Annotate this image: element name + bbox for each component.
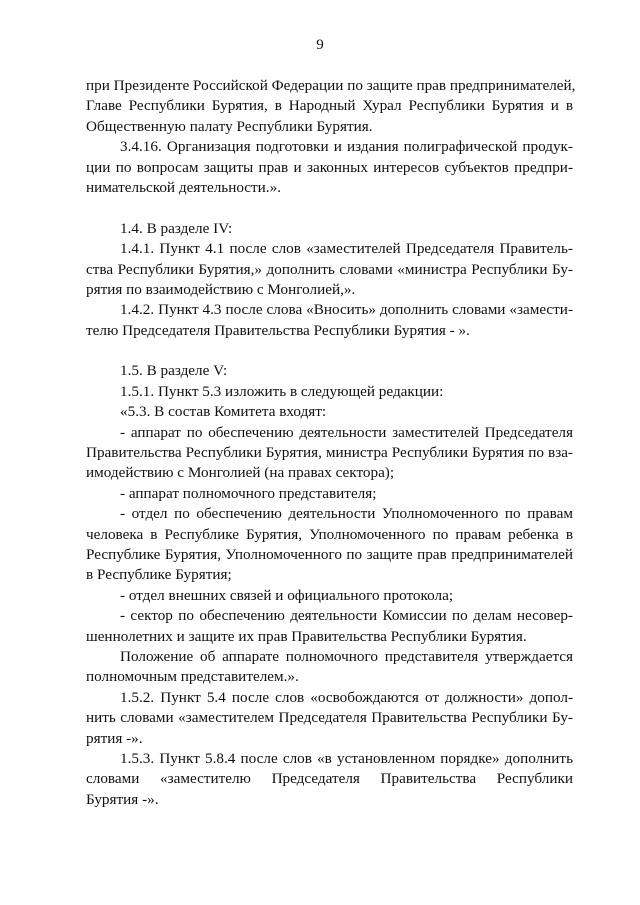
text-line: 3.4.16. Организация подготовки и издания полиграфической продук- <box>120 138 573 156</box>
text-line: человека в Республике Бурятия, Уполномоченного по правам ребенка в <box>86 525 573 543</box>
text-line: Положение об аппарате полномочного представителя утверждается <box>120 647 573 665</box>
text-line: нить словами «заместителем Председателя Правительства Республики Бу- <box>86 709 573 727</box>
document-body <box>86 76 576 810</box>
text-line: нимательской деятельности.». <box>86 178 281 196</box>
text-line: - сектор по обеспечению деятельности Комиссии по делам несовер- <box>120 607 573 625</box>
text-line: в Республике Бурятия; <box>86 566 232 584</box>
text-line: Общественную палату Республики Бурятия. <box>86 117 373 135</box>
text-line: словами «заместителю Председателя Правительства Республики <box>86 770 573 788</box>
text-line: - отдел по обеспечению деятельности Уполномоченного по правам <box>120 505 573 523</box>
text-line: Главе Республики Бурятия, в Народный Хурал Республики Бурятия и в <box>86 97 573 115</box>
text-line: - отдел внешних связей и официального протокола; <box>120 586 454 604</box>
text-line: при Президенте Российской Федерации по защите прав предпринимателей, <box>86 77 576 94</box>
page-number: 9 <box>316 37 324 53</box>
text-line: 1.4.1. Пункт 4.1 после слов «заместителей Председателя Правитель- <box>120 240 573 258</box>
text-line: 1.4.2. Пункт 4.3 после слова «Вносить» дополнить словами «замести- <box>120 301 573 319</box>
text-line: 1.5.1. Пункт 5.3 изложить в следующей редакции: <box>120 382 444 400</box>
paragraph-gap <box>86 341 573 361</box>
text-line: полномочным представителем.». <box>86 668 299 686</box>
text-line: шеннолетних и защите их прав Правительства Республики Бурятия. <box>86 627 527 645</box>
text-line: Правительства Республики Бурятия, министра Республики Бурятия по вза- <box>86 444 573 462</box>
text-line: Бурятия -». <box>86 790 159 808</box>
text-line: - аппарат по обеспечению деятельности заместителей Председателя <box>120 423 573 441</box>
text-line: «5.3. В состав Комитета входят: <box>120 403 327 421</box>
text-line: ции по вопросам защиты прав и законных интересов субъектов предпри- <box>86 158 573 176</box>
text-line: 1.5.3. Пункт 5.8.4 после слов «в установленном порядке» дополнить <box>120 749 573 767</box>
text-line: Республике Бурятия, Уполномоченного по защите прав предпринимателей <box>86 545 573 563</box>
text-line: имодействию с Монголией (на правах сектора); <box>86 464 395 482</box>
section-heading: 1.4. В разделе IV: <box>120 219 233 237</box>
text-line: рятия по взаимодействию с Монголией,». <box>86 280 356 298</box>
section-heading: 1.5. В разделе V: <box>120 362 228 380</box>
text-line: 1.5.2. Пункт 5.4 после слов «освобождаются от должности» допол- <box>120 688 573 706</box>
paragraph-gap <box>86 198 573 218</box>
text-line: ства Республики Бурятия,» дополнить словами «министра Республики Бу- <box>86 260 573 278</box>
text-line: - аппарат полномочного представителя; <box>120 484 377 502</box>
text-line: телю Председателя Правительства Республики Бурятия - ». <box>86 321 470 339</box>
text-line: рятия -». <box>86 729 143 747</box>
